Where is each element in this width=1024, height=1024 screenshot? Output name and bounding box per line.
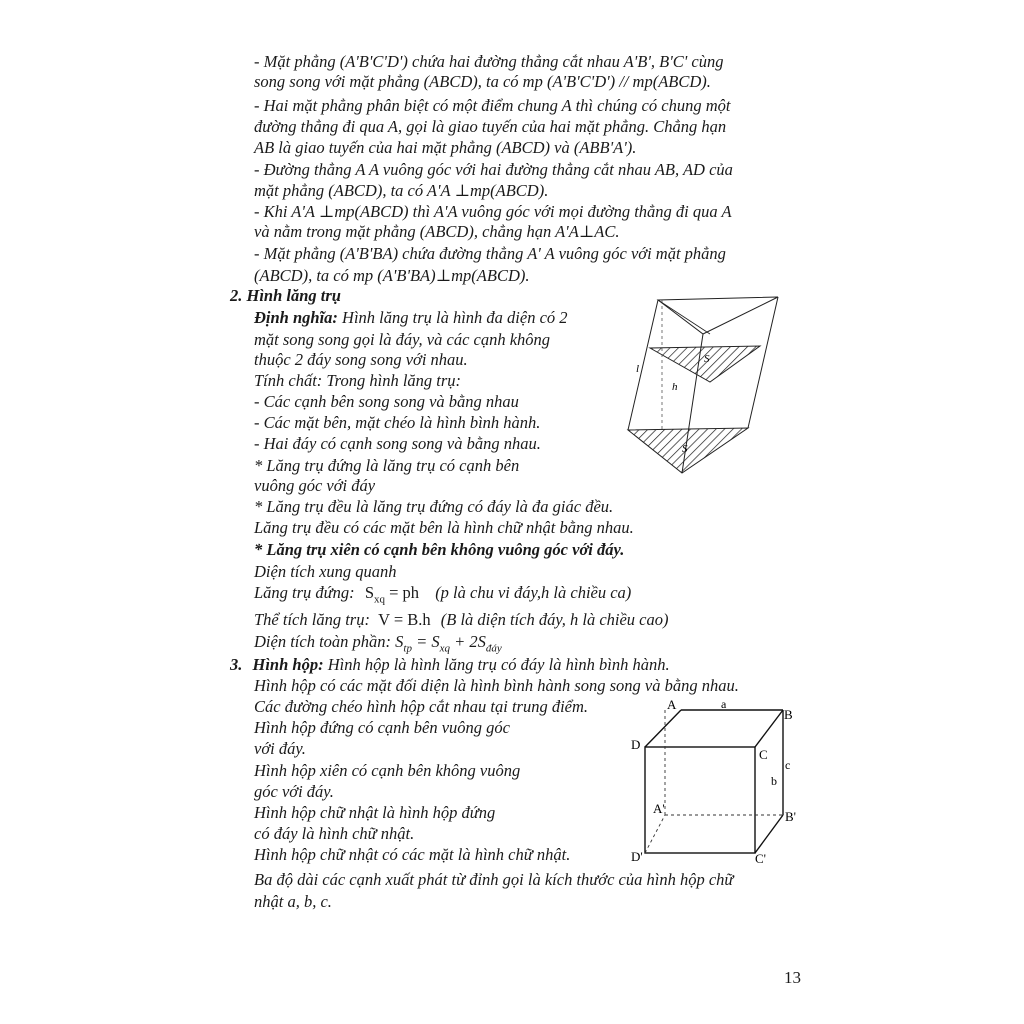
formula-symbol: S	[364, 583, 374, 602]
lateral-note: (p là chu vi đáy,h là chiều ca)	[435, 583, 632, 602]
box-line: Ba độ dài các cạnh xuất phát từ đỉnh gọi là kích thước của hình hộp chữ	[254, 870, 734, 889]
prism-label-l: l	[636, 363, 640, 375]
box-line: có đáy là hình chữ nhật.	[254, 824, 415, 843]
note-line: Lăng trụ đều có các mặt bên là hình chữ nhật bằng nhau.	[254, 518, 634, 537]
prism-definition	[254, 308, 568, 328]
bullet-line: - Khi A'A ⊥mp(ABCD) thì A'A vuông góc với mọi đường thẳng đi qua A	[254, 202, 732, 221]
definition-label: Định nghĩa:	[254, 308, 338, 327]
prism-figure	[600, 290, 800, 480]
definition-line: thuộc 2 đáy song song với nhau.	[254, 350, 468, 369]
note-line: * Lăng trụ xiên có cạnh bên không vuông góc với đáy.	[254, 540, 625, 559]
volume-formula: V = B.h	[378, 610, 431, 629]
cuboid-label-C1: C'	[755, 851, 767, 866]
cuboid-label-A1: A'	[653, 801, 665, 816]
total-text: + 2S	[450, 632, 486, 651]
bullet-line: song song với mặt phẳng (ABCD), ta có mp (A'B'C'D') // mp(ABCD).	[254, 72, 711, 91]
cuboid-label-B: B	[784, 707, 793, 722]
property-line: - Các mặt bên, mặt chéo là hình bình hành.	[254, 413, 541, 432]
volume-note: (B là diện tích đáy, h là chiều cao)	[440, 610, 669, 629]
property-line: - Các cạnh bên song song và bằng nhau	[254, 392, 519, 411]
total-sub: đáy	[485, 642, 502, 655]
box-line: với đáy.	[254, 739, 306, 758]
cuboid-label-c: c	[785, 758, 791, 772]
prism-label-s-bottom: S	[682, 443, 688, 455]
cuboid-figure	[625, 695, 805, 865]
bullet-line: - Hai mặt phẳng phân biệt có một điểm chung A thì chúng có chung một	[254, 96, 731, 115]
total-text: = S	[411, 632, 440, 651]
box-line: Các đường chéo hình hộp cắt nhau tại trung điểm.	[254, 697, 589, 716]
prism-top-base	[658, 297, 778, 334]
page-number: 13	[784, 968, 801, 987]
lateral-label: Lăng trụ đứng:	[254, 583, 355, 602]
total-sub: xq	[439, 642, 450, 655]
box-line: Hình hộp chữ nhật là hình hộp đứng	[254, 803, 496, 822]
bullet-line: - Đường thẳng A A vuông góc với hai đường thẳng cắt nhau AB, AD của	[254, 160, 733, 179]
formula-rest: = ph	[385, 583, 420, 602]
bullet-line: - Mặt phẳng (A'B'BA) chứa đường thẳng A' A vuông góc với mặt phẳng	[254, 244, 726, 263]
box-line: Hình hộp có các mặt đối diện là hình bình hành song song và bằng nhau.	[254, 676, 739, 695]
bullet-line: (ABCD), ta có mp (A'B'BA)⊥mp(ABCD).	[254, 266, 530, 285]
total-text: Diện tích toàn phần: S	[254, 632, 404, 651]
volume-label: Thể tích lăng trụ:	[254, 610, 370, 629]
property-line: - Hai đáy có cạnh song song và bằng nhau.	[254, 434, 541, 453]
bullet-line: đường thẳng đi qua A, gọi là giao tuyến của hai mặt phẳng. Chẳng hạn	[254, 117, 727, 136]
cuboid-front-face	[645, 747, 755, 853]
heading-rest: Hình hộp là hình lăng trụ có đáy là hình bình hành.	[323, 655, 670, 674]
formula-subscript: xq	[374, 593, 385, 606]
definition-text: Hình lăng trụ là hình đa diện có 2	[337, 308, 568, 327]
total-sub: tp	[403, 642, 412, 655]
cuboid-label-A: A	[667, 697, 677, 712]
prism-label-s-top: S	[704, 353, 710, 365]
properties-title: Tính chất: Trong hình lăng trụ:	[254, 371, 462, 390]
definition-line: mặt song song gọi là đáy, và các cạnh không	[254, 330, 551, 349]
cuboid-label-C: C	[759, 747, 768, 762]
cuboid-label-D1: D'	[631, 849, 643, 864]
cuboid-label-b: b	[771, 774, 777, 788]
box-line: góc với đáy.	[254, 782, 334, 801]
bullet-line: - Mặt phẳng (A'B'C'D') chứa hai đường thẳng cắt nhau A'B', B'C' cùng	[254, 52, 724, 71]
note-line: * Lăng trụ đều là lăng trụ đứng có đáy là đa giác đều.	[254, 497, 614, 516]
note-line: * Lăng trụ đứng là lăng trụ có cạnh bên	[254, 456, 520, 475]
lateral-formula	[364, 583, 420, 606]
box-line: Hình hộp chữ nhật có các mặt là hình chữ nhật.	[254, 845, 571, 864]
box-line: nhật a, b, c.	[254, 892, 332, 911]
bullet-line: mặt phẳng (ABCD), ta có A'A ⊥mp(ABCD).	[254, 181, 549, 200]
note-line: vuông góc với đáy	[254, 476, 376, 495]
prism-label-h: h	[672, 381, 678, 393]
volume-line	[254, 610, 669, 630]
box-line: Hình hộp đứng có cạnh bên vuông góc	[254, 718, 510, 737]
lateral-line	[254, 583, 631, 609]
heading-number: 3.	[230, 655, 243, 674]
cuboid-label-B1: B'	[785, 809, 797, 824]
cuboid-label-D: D	[631, 737, 641, 752]
heading-label: Hình hộp:	[252, 655, 324, 674]
cuboid-label-a: a	[721, 697, 727, 711]
lateral-title: Diện tích xung quanh	[254, 562, 397, 581]
bullet-line: và nằm trong mặt phẳng (ABCD), chẳng hạn A'A⊥AC.	[254, 222, 620, 241]
bullet-line: AB là giao tuyến của hai mặt phẳng (ABCD) và (ABB'A').	[254, 138, 637, 157]
section-heading-box	[230, 655, 670, 675]
box-line: Hình hộp xiên có cạnh bên không vuông	[254, 761, 521, 780]
section-heading-prism: 2. Hình lăng trụ	[230, 286, 341, 305]
